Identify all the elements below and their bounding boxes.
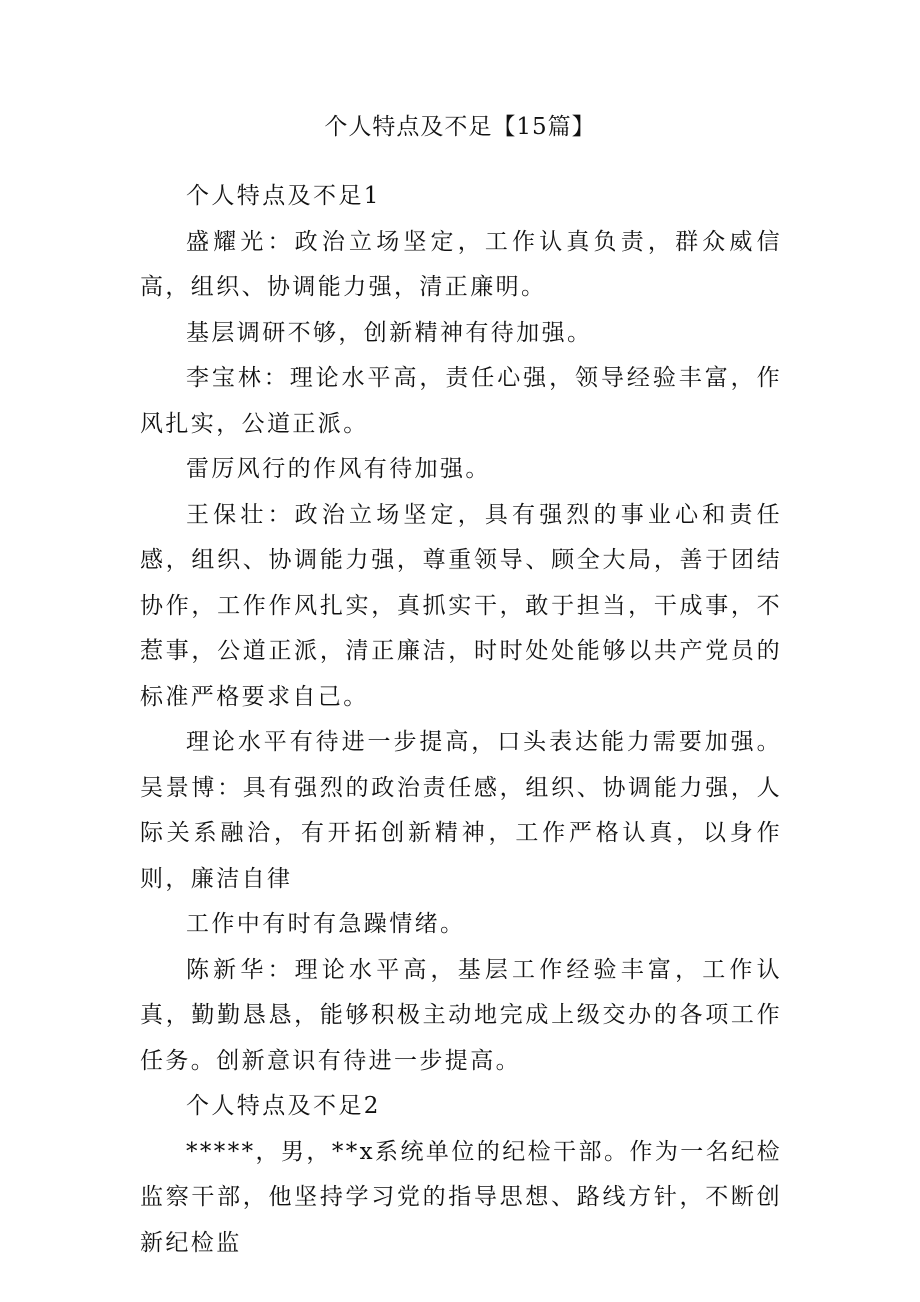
section-heading-1: 个人特点及不足1 [186, 183, 381, 209]
paragraph: 基层调研不够，创新精神有待加强。 [186, 319, 593, 346]
paragraph: 陈新华：理论水平高，基层工作经验丰富，工作认真，勤勤恳恳，能够积极主动地完成上级交办的各项工作任务。创新意识有待进一步提高。 [140, 956, 782, 1074]
paragraph: *****，男，**x系统单位的纪检干部。作为一名纪检监察干部，他坚持学习党的指导思想、路线方针，不断创新纪检监 [140, 1138, 782, 1256]
paragraph: 雷厉风行的作风有待加强。 [186, 456, 491, 482]
paragraph: 王保壮：政治立场坚定，具有强烈的事业心和责任感，组织、协调能力强，尊重领导、顾全大局，善于团结协作，工作作风扎实，真抓实干，敢于担当，干成事，不惹事，公道正派，清正廉洁，时时处处能够以共产党员的标准严格要求自己。 [140, 501, 782, 710]
paragraph: 李宝林：理论水平高，责任心强，领导经验丰富，作风扎实，公道正派。 [140, 365, 782, 437]
section-heading-2: 个人特点及不足2 [186, 1093, 381, 1119]
paragraph: 工作中有时有急躁情绪。 [186, 911, 466, 937]
paragraph: 理论水平有待进一步提高，口头表达能力需要加强。吴景博：具有强烈的政治责任感，组织、协调能力强，人际关系融洽，有开拓创新精神，工作严格认真，以身作则，廉洁自律 [140, 729, 782, 892]
document-body [140, 174, 782, 1266]
paragraph: 盛耀光：政治立场坚定，工作认真负责，群众威信高，组织、协调能力强，清正廉明。 [140, 228, 782, 300]
document-title: 个人特点及不足【15篇】 [324, 114, 596, 140]
